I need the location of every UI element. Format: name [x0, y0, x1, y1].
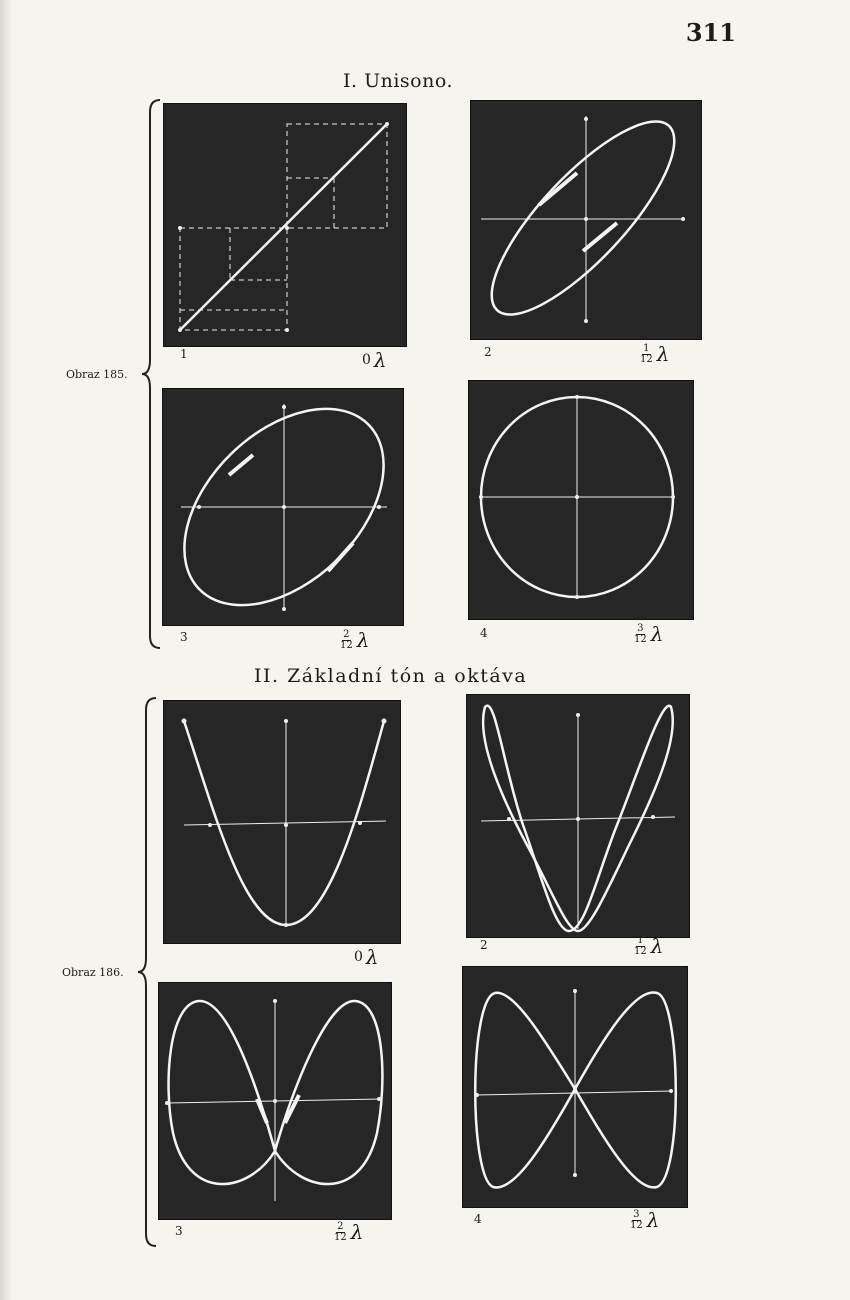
figure-label-185: Obraz 185. [66, 368, 128, 381]
phase-label [362, 348, 387, 372]
phase-numerator: 2 [337, 1220, 344, 1232]
phase-value: 0 [354, 949, 363, 965]
figure-panel-unison-3 [162, 388, 404, 626]
panel-number: 1 [180, 347, 188, 361]
lambda-symbol: λ [646, 1208, 660, 1232]
figure-panel-unison-1 [163, 103, 407, 347]
phase-label [640, 342, 669, 366]
figure-panel-unison-2 [470, 100, 702, 340]
phase-value: 0 [362, 352, 371, 368]
figure-panel-octave-3 [158, 982, 392, 1220]
phase-numerator: 3 [637, 622, 644, 634]
phase-label [634, 934, 663, 958]
brace-obraz-186 [136, 696, 160, 1248]
figure-panel-octave-2 [466, 694, 690, 938]
phase-numerator: 2 [343, 628, 350, 640]
phase-label [340, 628, 369, 652]
panel-number: 2 [480, 938, 488, 952]
phase-denominator: 12 [334, 1231, 347, 1243]
phase-numerator: 1 [643, 342, 650, 354]
figure-label-186: Obraz 186. [62, 966, 124, 979]
phase-label [354, 945, 379, 969]
figure-panel-unison-4 [468, 380, 694, 620]
phase-fraction [634, 936, 647, 957]
section-title-octave: II. Základní tón a oktáva [254, 665, 528, 687]
phase-fraction [334, 1222, 347, 1243]
panel-number: 4 [474, 1212, 482, 1226]
figure-panel-octave-4 [462, 966, 688, 1208]
phase-denominator: 12 [630, 1219, 643, 1231]
phase-denominator: 12 [640, 353, 653, 365]
panel-number: 2 [484, 345, 492, 359]
lambda-symbol: λ [650, 622, 664, 646]
section-title-unisono: I. Unisono. [343, 70, 453, 92]
phase-label [630, 1208, 659, 1232]
phase-fraction [630, 1210, 643, 1231]
lambda-symbol: λ [373, 348, 387, 372]
phase-numerator: 1 [637, 934, 644, 946]
phase-fraction [340, 630, 353, 651]
lambda-symbol: λ [365, 945, 379, 969]
lambda-symbol: λ [350, 1220, 364, 1244]
phase-fraction [634, 624, 647, 645]
lambda-symbol: λ [650, 934, 664, 958]
panel-number: 3 [180, 630, 188, 644]
panel-number: 3 [175, 1224, 183, 1238]
phase-denominator: 12 [340, 639, 353, 651]
phase-label [334, 1220, 363, 1244]
phase-fraction [640, 344, 653, 365]
phase-label [634, 622, 663, 646]
phase-denominator: 12 [634, 633, 647, 645]
lambda-symbol: λ [656, 342, 670, 366]
figure-panel-octave-1 [163, 700, 401, 944]
page-number: 311 [685, 18, 736, 47]
page-edge [0, 0, 12, 1300]
panel-number: 4 [480, 626, 488, 640]
brace-obraz-185 [140, 98, 164, 650]
lambda-symbol: λ [356, 628, 370, 652]
phase-denominator: 12 [634, 945, 647, 957]
phase-numerator: 3 [633, 1208, 640, 1220]
